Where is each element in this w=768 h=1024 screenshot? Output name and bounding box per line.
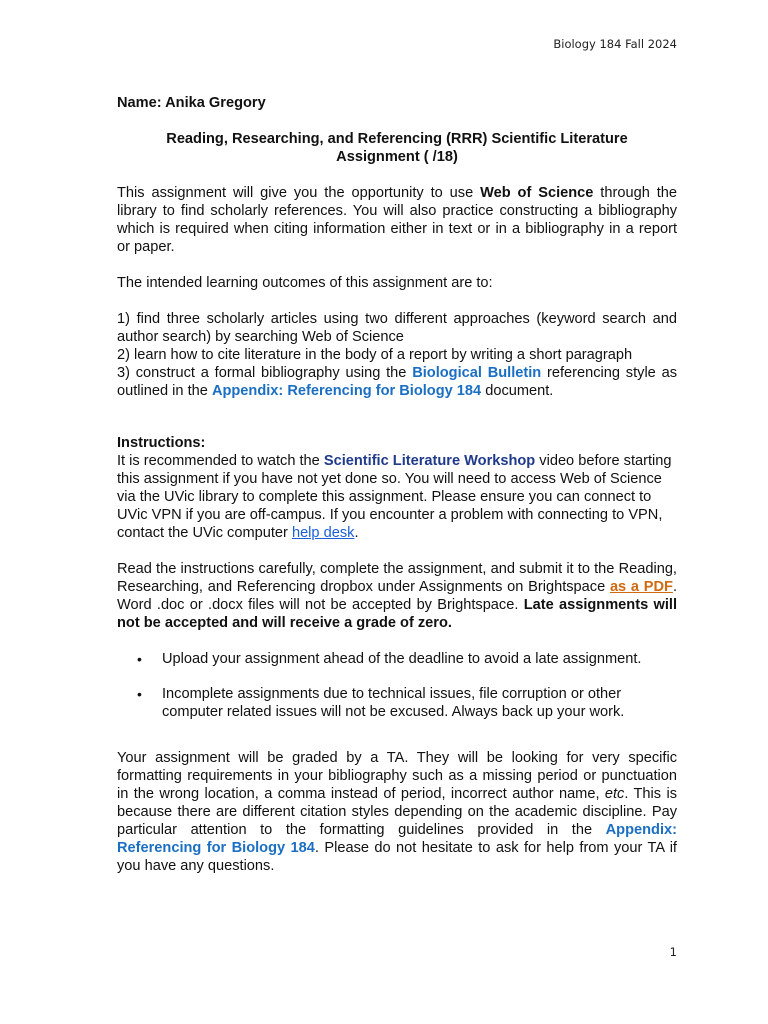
grading-text-2: . This is because there are different citation styles depending on the academic discipline. Pay particular attention to the formatting guidelines provided in the	[117, 786, 677, 838]
outcome-3	[117, 364, 677, 400]
bullet-text: Upload your assignment ahead of the deadline to avoid a late assignment.	[162, 651, 642, 667]
help-desk-link[interactable]: help desk	[291, 525, 355, 541]
course-header: Biology 184 Fall 2024	[553, 37, 677, 51]
web-of-science-term: Web of Science	[480, 185, 594, 201]
assignment-title	[117, 130, 677, 166]
etc-text: etc	[604, 786, 625, 802]
bullet-icon: •	[137, 686, 142, 702]
appendix-link[interactable]: Appendix: Referencing for Biology 184	[211, 383, 482, 399]
outcome-3-text-3: document.	[481, 383, 554, 399]
instructions-text-1: It is recommended to watch the	[117, 453, 324, 469]
submission-text-1: Read the instructions carefully, complete the assignment, and submit it to the Reading, Researching, and Referencing dropbox under Assignments on Brightspace	[117, 561, 677, 595]
list-item	[117, 650, 677, 668]
list-item	[117, 685, 677, 721]
outcome-1: 1) find three scholarly articles using two different approaches (keyword search and author search) by searching Web of Science	[117, 311, 677, 345]
reminder-list	[117, 650, 677, 721]
appendix-link-2[interactable]: Appendix: Referencing for Biology 184	[117, 822, 677, 856]
instructions-text-2: video before starting this assignment if you have not yet done so. You will need to access Web of Science via the UVic library to complete this assignment. Please ensure you can connect to UVic VPN if you are off-campus. If you encounter a problem with connecting to VPN, contact the UVic computer	[117, 453, 672, 541]
title-line-1: Reading, Researching, and Referencing (RRR) Scientific Literature	[166, 131, 628, 147]
intro-text-1: This assignment will give you the opportunity to use	[117, 185, 481, 201]
as-pdf-link[interactable]: as a PDF	[609, 579, 673, 595]
document-body	[117, 94, 677, 893]
bullet-text: Incomplete assignments due to technical issues, file corruption or other computer related issues will not be excused. Always back up your work.	[162, 686, 625, 720]
outcome-3-text-2: referencing style as outlined in the	[117, 365, 677, 399]
biological-bulletin-link[interactable]: Biological Bulletin	[412, 365, 542, 381]
submission-text-2: . Word .doc or .docx files will not be accepted by Brightspace.	[117, 579, 677, 613]
outcome-2: 2) learn how to cite literature in the body of a report by writing a short paragraph	[117, 347, 633, 363]
bullet-icon: •	[137, 651, 142, 667]
late-policy-text: Late assignments will not be accepted and will receive a grade of zero.	[117, 597, 677, 631]
page-number: 1	[669, 945, 677, 959]
workshop-video-link[interactable]: Scientific Literature Workshop	[323, 453, 536, 469]
grading-paragraph	[117, 749, 677, 875]
student-name: Name: Anika Gregory	[117, 95, 266, 111]
intro-paragraph	[117, 184, 677, 256]
instructions-paragraph	[117, 452, 677, 542]
grading-text-1: Your assignment will be graded by a TA. They will be looking for very specific formatting requirements in your bibliography such as a missing period or punctuation in the wrong location, a comma instead of period, incorrect author name,	[117, 750, 677, 802]
grading-text-3: . Please do not hesitate to ask for help from your TA if you have any questions.	[117, 840, 677, 874]
learning-outcomes	[117, 310, 677, 400]
outcomes-intro: The intended learning outcomes of this assignment are to:	[117, 275, 493, 291]
submission-paragraph	[117, 560, 677, 632]
outcome-3-text-1: 3) construct a formal bibliography using the	[117, 365, 413, 381]
intro-text-2: through the library to find scholarly references. You will also practice constructing a bibliography which is required when citing information either in text or in a bibliography in a report or paper.	[117, 185, 677, 255]
instructions-heading: Instructions:	[117, 435, 206, 451]
instructions-text-3: .	[354, 525, 359, 541]
title-line-2: Assignment ( /18)	[336, 149, 458, 165]
